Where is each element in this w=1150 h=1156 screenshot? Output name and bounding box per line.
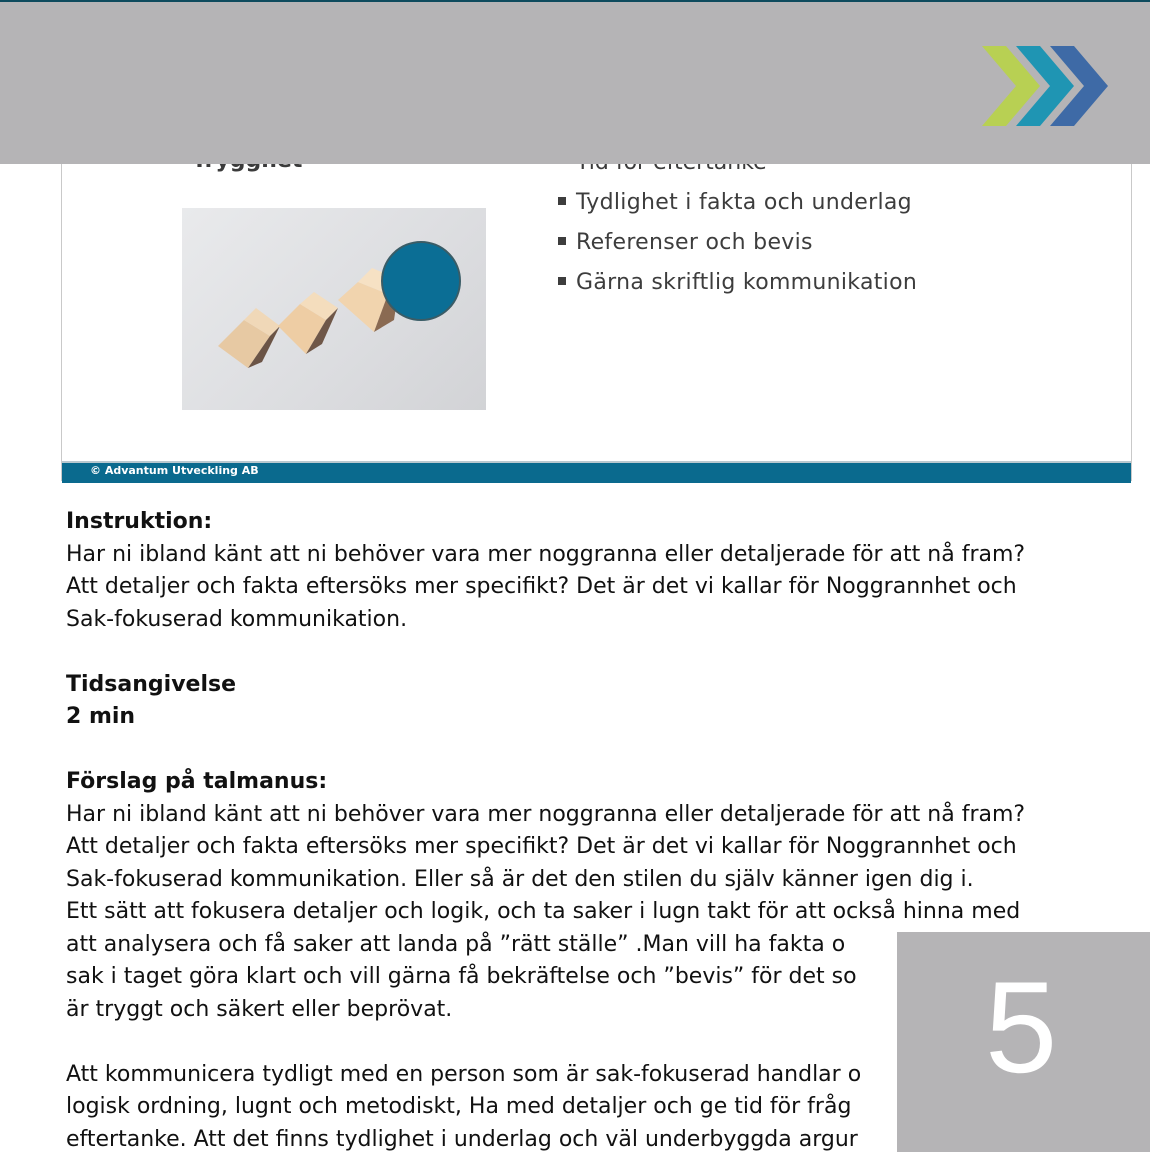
bullet-item: Gärna skriftlig kommunikation [558,266,917,306]
time-heading: Tidsangivelse [66,672,236,697]
notes-line: eftertanke. Att det finns tydlighet i underlag och väl underbyggda argur [66,1124,1126,1156]
bullet-list [558,186,917,306]
notes-line: Att detaljer och fakta eftersöks mer specifikt? Det är det vi kallar för Noggrannhet och [66,571,1126,604]
notes-line: Ett sätt att fokusera detaljer och logik, och ta saker i lugn takt för att också hinna med [66,896,1126,929]
slide-footer [62,461,1131,483]
notes-line: logisk ordning, lugnt och metodiskt, Ha med detaljer och ge tid för fråg [66,1091,1126,1124]
header-band [0,0,1150,164]
notes-line: Har ni ibland känt att ni behöver vara mer noggranna eller detaljerade för att nå fram? [66,539,1126,572]
chevrons-logo-icon [976,38,1116,134]
blocks-photo [182,208,486,410]
bullet-square-icon [558,277,566,285]
copyright-text: © Advantum Utveckling AB [90,464,259,477]
time-value: 2 min [66,704,135,729]
notes-line: är tryggt och säkert eller beprövat. [66,994,1126,1027]
script-heading: Förslag på talmanus: [66,769,327,794]
bullet-square-icon [558,237,566,245]
wooden-blocks-image [182,208,486,410]
instruction-heading: Instruktion: [66,509,212,534]
bullet-item: Referenser och bevis [558,226,917,266]
notes-line: sak i taget göra klart och vill gärna få bekräftelse och ”bevis” för det so [66,961,1126,994]
bullet-item: Tydlighet i fakta och underlag [558,186,917,226]
page-number-box [897,932,1150,1152]
notes-line: Sak-fokuserad kommunikation. Eller så är det den stilen du själv känner igen dig i. [66,864,1126,897]
page-number: 5 [985,962,1057,1092]
bullet-square-icon [558,197,566,205]
notes-line: att analysera och få saker att landa på ”rätt ställe” .Man vill ha fakta o [66,929,1126,962]
notes-line: Sak-fokuserad kommunikation. [66,604,1126,637]
notes-line: Att kommunicera tydligt med en person som är sak-fokuserad handlar o [66,1059,1126,1092]
notes-line: Har ni ibland känt att ni behöver vara mer noggranna eller detaljerade för att nå fram? [66,799,1126,832]
notes-line: Att detaljer och fakta eftersöks mer specifikt? Det är det vi kallar för Noggrannhet och [66,831,1126,864]
